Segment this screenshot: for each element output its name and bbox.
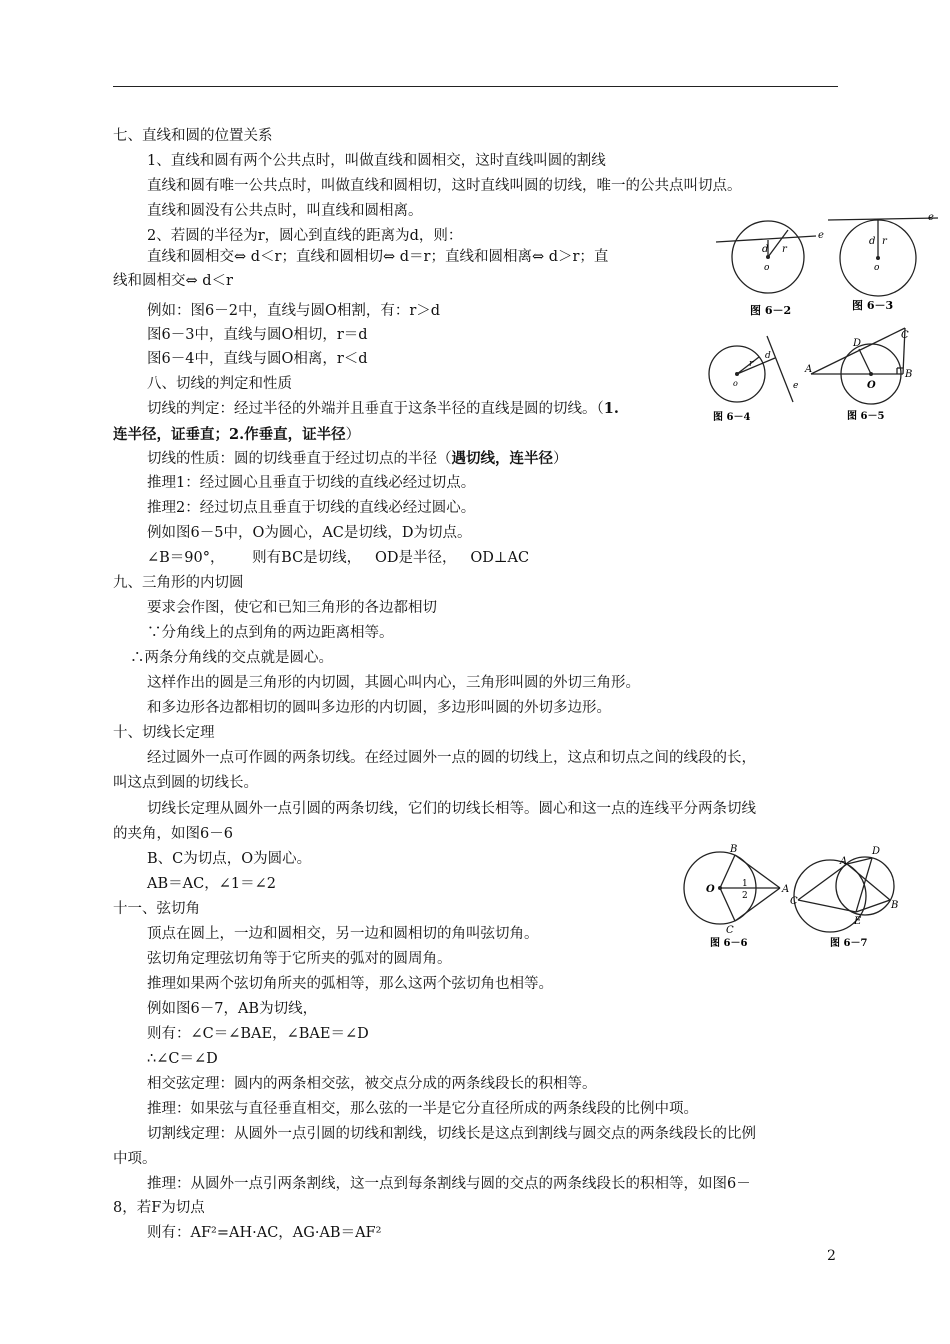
tangent-criterion-method: 1. (603, 400, 619, 417)
paragraph-line (147, 400, 619, 418)
paragraph-line: B、C为切点，O为圆心。 (147, 851, 312, 867)
tangent-property-method: 遇切线，连半径 (451, 450, 553, 467)
paragraph-line: ∵分角线上的点到角的两边距离相等。 (147, 625, 394, 641)
figure-label: 2 (742, 891, 748, 901)
paragraph-line: 相交弦定理：圆内的两条相交弦，被交点分成的两条线段长的积相等。 (147, 1076, 597, 1092)
figure-label: B (905, 369, 913, 380)
paragraph-line: 推理2：经过切点且垂直于切线的直线必经过圆心。 (147, 500, 476, 516)
figure-caption: 图 6－6 (710, 938, 748, 949)
figure-label: C (901, 330, 909, 341)
paragraph-line: 例如图6－5中，O为圆心，AC是切线，D为切点。 (147, 525, 472, 541)
figure-label: C (726, 925, 734, 936)
paragraph-line: 直线和圆没有公共点时，叫直线和圆相离。 (147, 203, 423, 219)
paragraph-line: 弦切角定理弦切角等于它所夹的弧对的圆周角。 (147, 951, 452, 967)
figure-label: e (818, 230, 824, 241)
section-7-title: 七、直线和圆的位置关系 (113, 128, 273, 144)
paragraph-line: 叫这点到圆的切线长。 (113, 775, 258, 791)
figure-label: 1 (742, 879, 748, 889)
figure-6-2-6-3 (712, 212, 942, 322)
page-number: 2 (827, 1248, 836, 1264)
figure-label: e (793, 381, 799, 391)
paragraph-line: 则有：AF²=AH·AC，AG·AB＝AF² (147, 1225, 382, 1241)
paragraph-line: 推理：如果弦与直径垂直相交，那么弦的一半是它分直径所成的两条线段的比例中项。 (147, 1101, 698, 1117)
paragraph-line: 直线和圆有唯一公共点时，叫做直线和圆相切，这时直线叫圆的切线，唯一的公共点叫切点。 (147, 178, 742, 194)
section-11-title: 十一、弦切角 (113, 901, 200, 917)
figure-label: A (840, 856, 848, 867)
paragraph-line: 切线长定理从圆外一点引圆的两条切线，它们的切线长相等。圆心和这一点的连线平分两条切线 (147, 801, 756, 817)
paragraph-line: 中项。 (113, 1151, 157, 1167)
figure-6-4-6-5 (705, 322, 925, 426)
paragraph-line: 切割线定理：从圆外一点引圆的切线和割线，切线长是这点到割线与圆交点的两条线段长的比例 (147, 1126, 756, 1142)
tangent-criterion-text: 切线的判定：经过半径的外端并且垂直于这条半径的直线是圆的切线。（ (147, 401, 604, 417)
section-8-title: 八、切线的判定和性质 (147, 376, 292, 392)
paragraph-line: 8，若F为切点 (113, 1200, 205, 1216)
paragraph-line: 推理1：经过圆心且垂直于切线的直线必经过切点。 (147, 475, 476, 491)
figure-label: D (853, 338, 862, 349)
figure-caption: 图 6－7 (830, 938, 868, 949)
punctuation: ） (553, 451, 568, 467)
paragraph-line (113, 426, 360, 444)
figure-label: r (749, 359, 754, 369)
paragraph-line: ∠B＝90°， 则有BC是切线， OD是半径， OD⊥AC (147, 550, 530, 566)
figure-caption: 图 6－2 (750, 304, 792, 317)
paragraph-line: 的夹角，如图6－6 (113, 826, 233, 842)
figure-label: d (765, 351, 771, 361)
figure-label: o (874, 263, 880, 273)
paragraph-line: 1、直线和圆有两个公共点时，叫做直线和圆相交，这时直线叫圆的割线 (147, 153, 606, 169)
section-9-title: 九、三角形的内切圆 (113, 575, 244, 591)
figure-label: d (762, 244, 769, 255)
figure-caption: 图 6－5 (847, 411, 885, 422)
figure-label: r (882, 236, 887, 247)
figure-label: d (869, 236, 876, 247)
paragraph-line: 这样作出的圆是三角形的内切圆，其圆心叫内心，三角形叫圆的外切三角形。 (147, 675, 640, 691)
figure-label: C (790, 896, 798, 907)
figure-label: o (764, 263, 770, 273)
paragraph-line: 要求会作图，使它和已知三角形的各边都相切 (147, 600, 437, 616)
figure-label: r (782, 244, 787, 255)
paragraph-line: 和多边形各边都相切的圆叫多边形的内切圆，多边形叫圆的外切多边形。 (147, 700, 611, 716)
paragraph-line: 图6－4中，直线与圆O相离，r＜d (147, 351, 368, 367)
paragraph-line: 则有：∠C＝∠BAE，∠BAE＝∠D (147, 1026, 369, 1042)
figure-label: B (730, 844, 738, 855)
paragraph-line (147, 450, 568, 468)
figure-6-6-6-7 (680, 838, 910, 950)
figure-caption: 图 6－4 (713, 412, 751, 423)
paragraph-line: 例如：图6－2中，直线与圆O相割，有：r＞d (147, 303, 441, 319)
header-rule (113, 86, 838, 87)
paragraph-line: 图6－3中，直线与圆O相切，r＝d (147, 327, 368, 343)
section-10-title: 十、切线长定理 (113, 725, 215, 741)
figure-label: E (854, 916, 862, 927)
paragraph-line: 2、若圆的半径为r，圆心到直线的距离为d，则： (147, 228, 463, 244)
figure-label: O (867, 380, 876, 391)
figure-label: e (928, 212, 934, 223)
tangent-property-text: 切线的性质：圆的切线垂直于经过切点的半径（ (147, 451, 452, 467)
figure-caption: 图 6－3 (852, 299, 894, 312)
paragraph-line: ∴∠C＝∠D (147, 1051, 218, 1067)
figure-label: A (782, 884, 790, 895)
paragraph-line: 例如图6－7，AB为切线， (147, 1001, 318, 1017)
figure-label: A (805, 364, 813, 375)
paragraph-line: ∴两条分角线的交点就是圆心。 (130, 650, 333, 666)
punctuation: ） (345, 427, 361, 443)
paragraph-line: 直线和圆相交⇔ d＜r；直线和圆相切⇔ d＝r；直线和圆相离⇔ d＞r；直 (147, 249, 609, 265)
figure-label: B (891, 900, 899, 911)
paragraph-line: 顶点在圆上，一边和圆相交，另一边和圆相切的角叫弦切角。 (147, 926, 539, 942)
figure-label: O (706, 884, 715, 895)
paragraph-line: AB＝AC，∠1＝∠2 (147, 876, 276, 892)
figure-label: D (872, 846, 881, 857)
paragraph-line: 线和圆相交⇔ d＜r (113, 273, 233, 289)
figure-label: o (733, 379, 738, 388)
paragraph-line: 推理：从圆外一点引两条割线，这一点到每条割线与圆的交点的两条线段长的积相等，如图6－ (147, 1176, 751, 1192)
paragraph-line: 推理如果两个弦切角所夹的弧相等，那么这两个弦切角也相等。 (147, 976, 553, 992)
paragraph-line: 经过圆外一点可作圆的两条切线。在经过圆外一点的圆的切线上，这点和切点之间的线段的长， (147, 750, 756, 766)
tangent-criterion-method: 连半径，证垂直；2.作垂直，证半径 (113, 426, 346, 443)
